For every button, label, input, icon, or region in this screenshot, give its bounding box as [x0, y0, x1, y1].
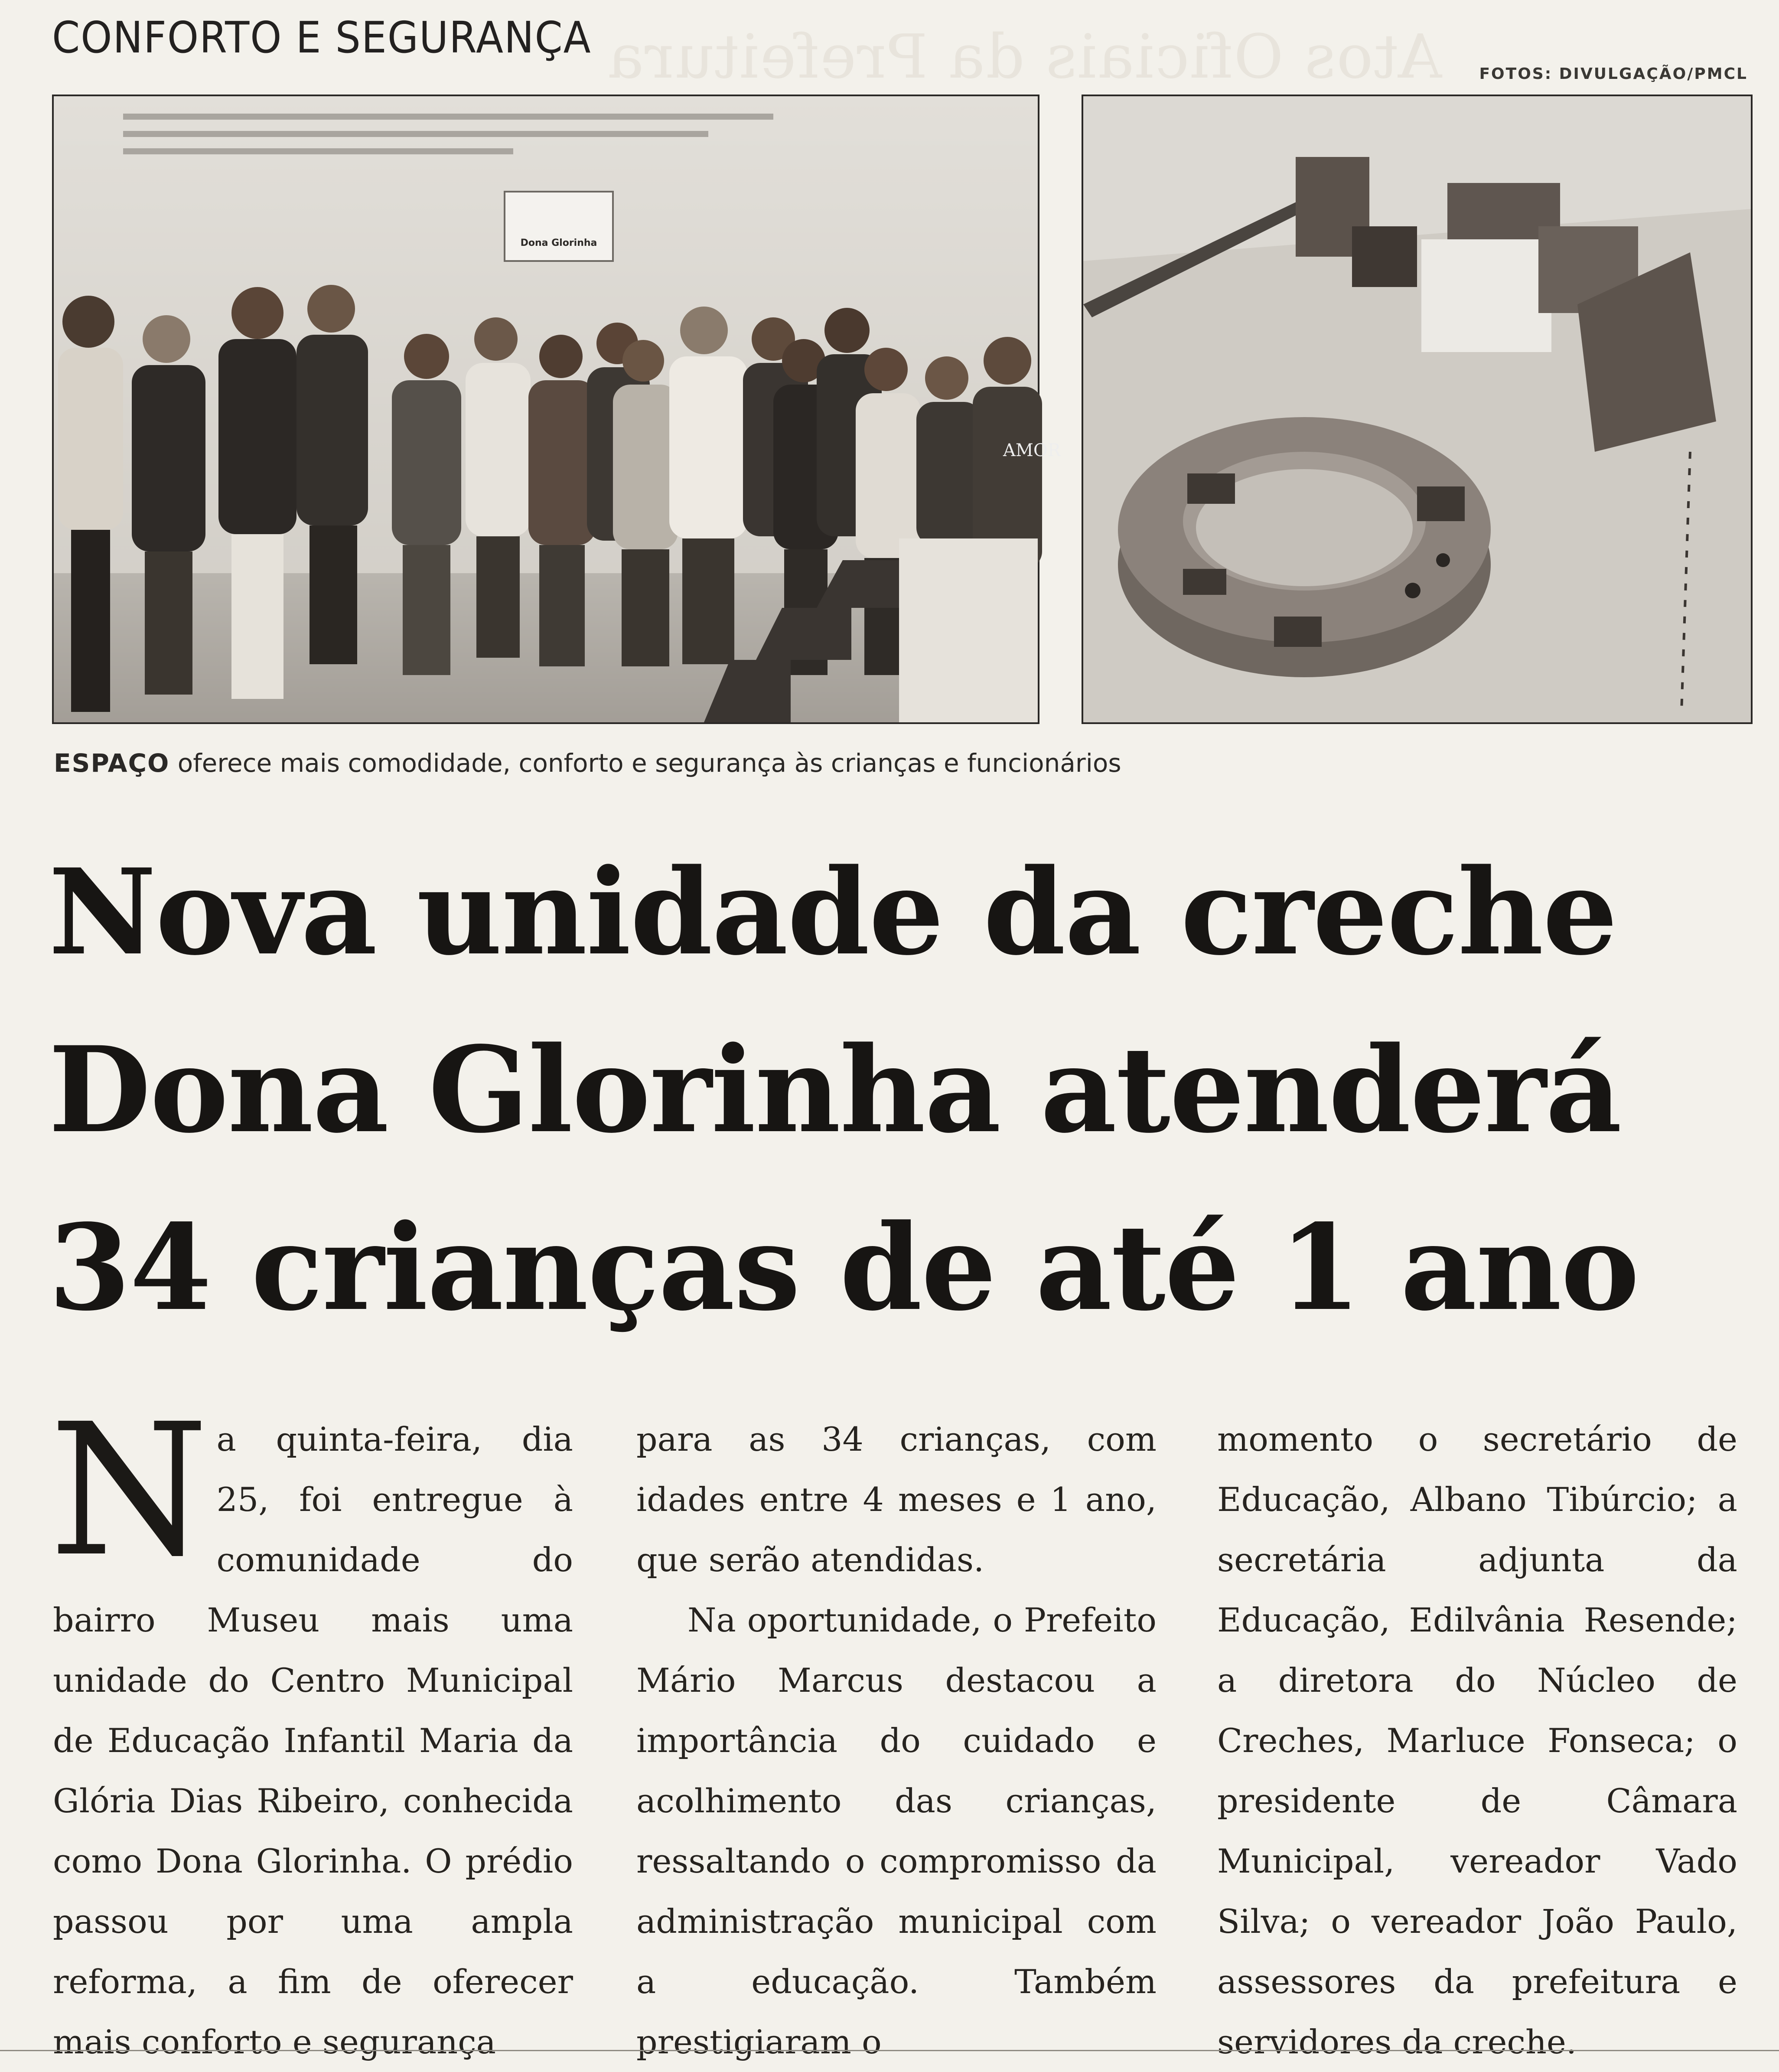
group-photo-illustration — [54, 96, 1061, 722]
photo-caption — [54, 748, 1121, 778]
headline-line-3: 34 crianças de até 1 ano — [49, 1199, 1639, 1337]
play-area-photo — [1082, 95, 1753, 724]
bottom-rule — [0, 2050, 1779, 2055]
article-col3-text: momento o secretário de Educação, Albano Tibúrcio; a secretária adjunta da Educação, Edilvânia Resende; a diretora do Núcleo de Creches, Marluce Fonseca; o presidente de Câmara Municipal, vereador Vado Silva; o vereador João Paulo, assessores da prefeitura e servidores da creche. — [1217, 1420, 1737, 2061]
play-area-illustration — [1083, 96, 1751, 722]
caption-lead: ESPAÇO — [54, 748, 170, 778]
article-column-1 — [49, 1385, 573, 2072]
caption-text: oferece mais comodidade, conforto e segurança às crianças e funcionários — [169, 748, 1121, 778]
article-col2-paragraph-2: Na oportunidade, o Prefeito Mário Marcus destacou a importância do cuidado e acolhimento das crianças, ressaltando o compromisso da administração municipal com a educação. Também prestigiaram o — [636, 1601, 1157, 2061]
group-photo — [52, 95, 1061, 724]
drop-cap: N — [49, 1385, 209, 1597]
show-through-text: Atos Oficiais da Prefeitura — [607, 22, 1442, 92]
article-column-3 — [1217, 1409, 1737, 2072]
headline — [49, 824, 1739, 1357]
headline-line-1: Nova unidade da creche — [49, 843, 1617, 982]
article-col2-paragraph-1: para as 34 crianças, com idades entre 4 meses e 1 ano, que serão atendidas. — [636, 1420, 1157, 1579]
plaque-label: Dona Glorinha — [520, 238, 597, 248]
article-col1-text: a quinta-feira, dia 25, foi entregue à comunidade do bairro Museu mais uma unidade do Centro Municipal de Educação Infantil Maria da Glória Dias Ribeiro, conhecida como Dona Glorinha. O prédio passou por uma ampla reforma, a fim de oferecer mais conforto e segurança — [53, 1420, 573, 2061]
headline-line-2: Dona Glorinha atenderá — [49, 1021, 1621, 1159]
article-column-2 — [636, 1409, 1157, 2072]
photo-credit: FOTOS: DIVULGAÇÃO/PMCL — [1479, 65, 1748, 83]
section-title: CONFORTO E SEGURANÇA — [52, 12, 592, 63]
shirt-text: AMOR — [1003, 441, 1061, 460]
